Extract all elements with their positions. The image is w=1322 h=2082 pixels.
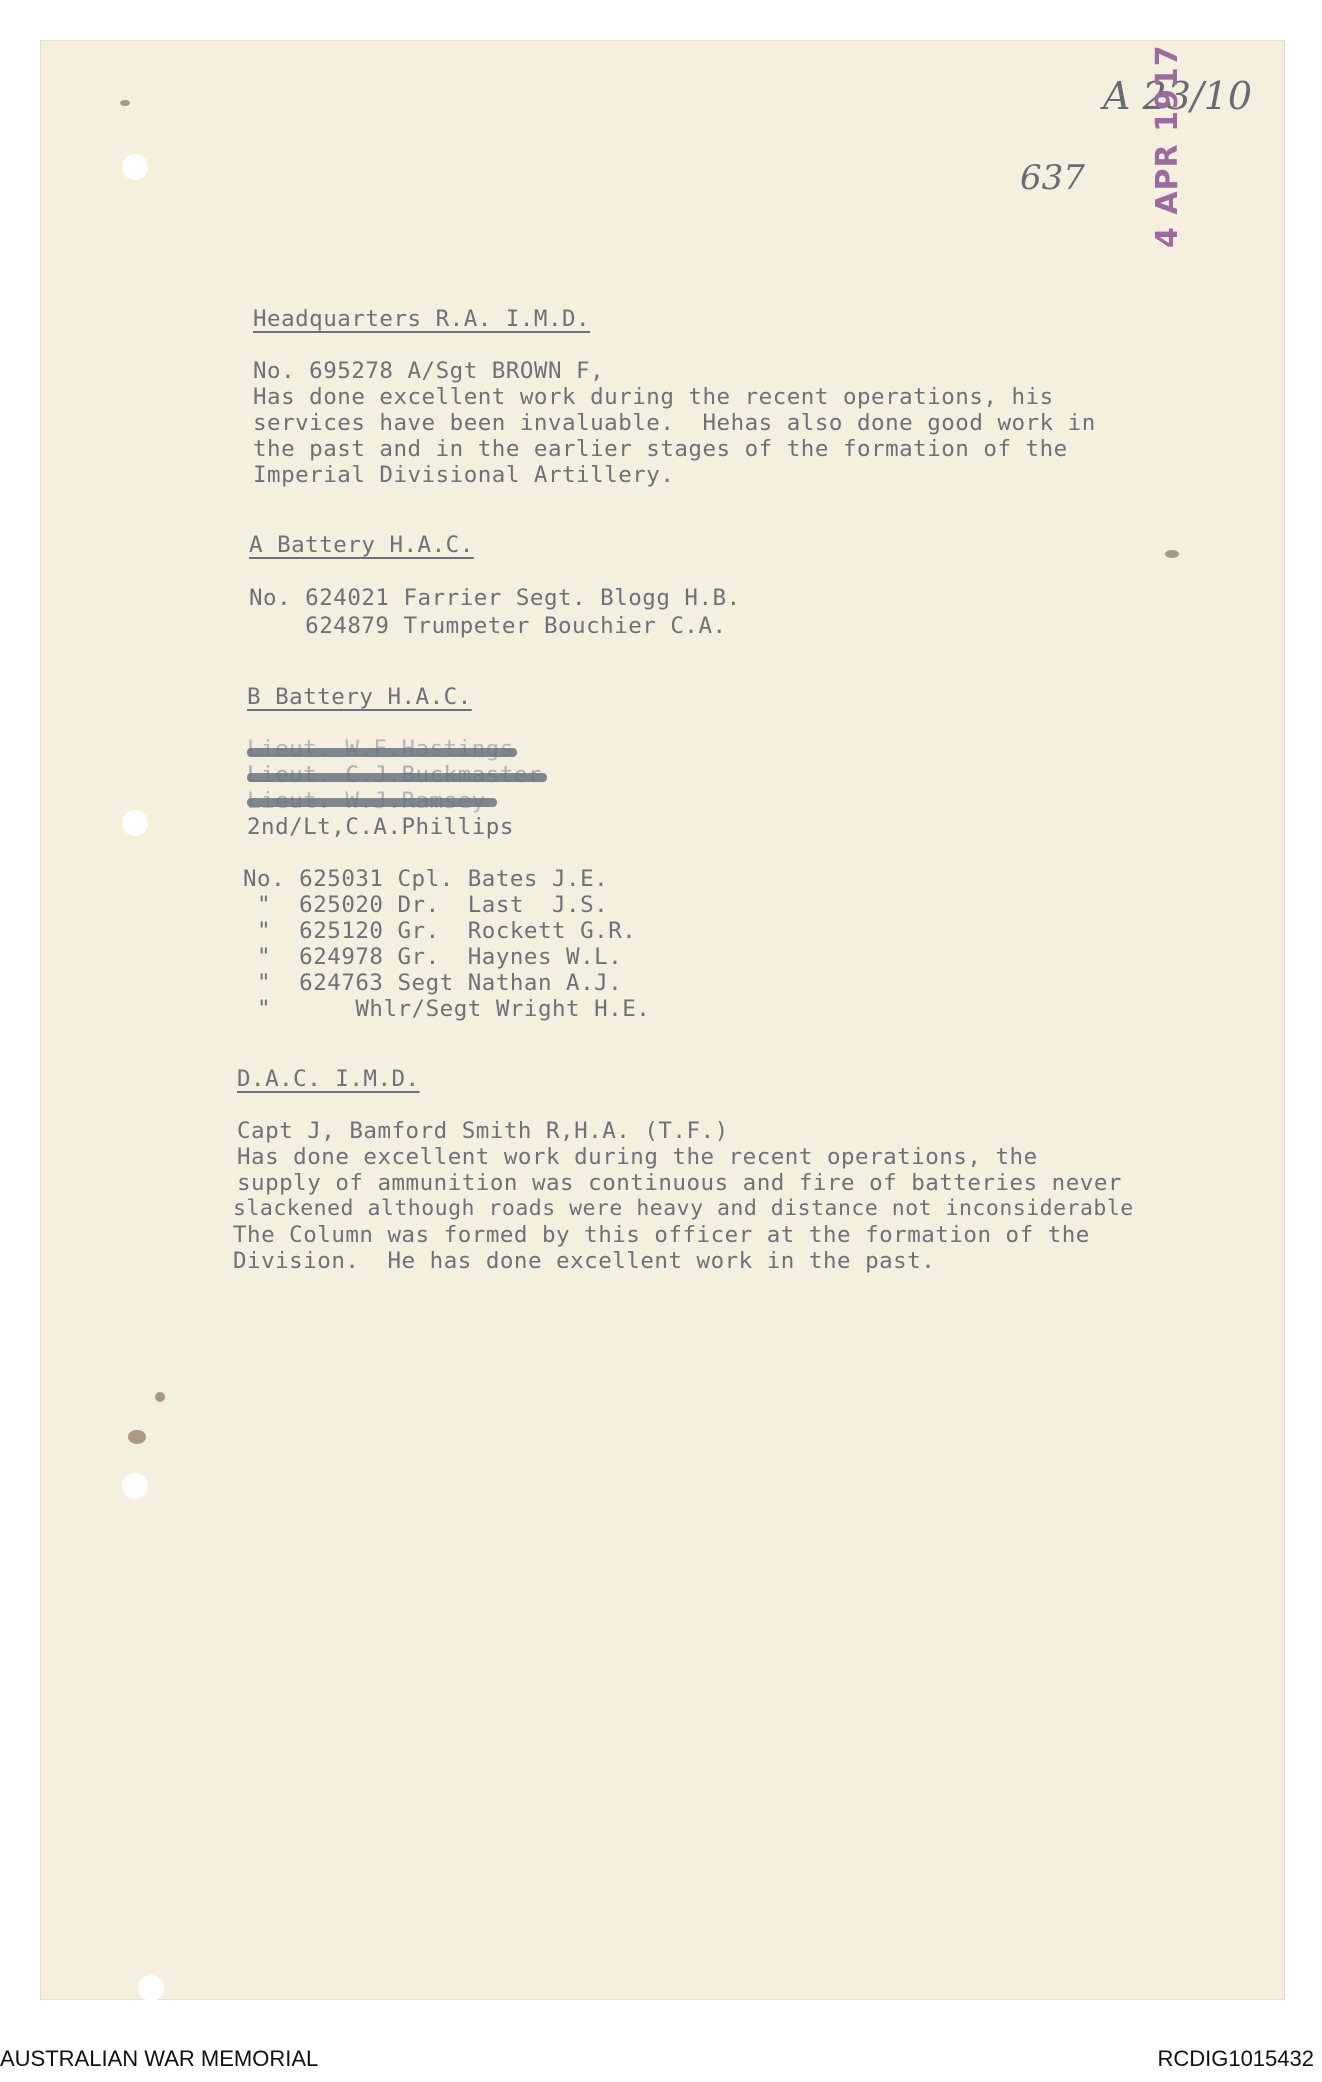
a-battery-heading: A Battery H.A.C.: [249, 532, 474, 558]
a-battery-line: 624879 Trumpeter Bouchier C.A.: [249, 613, 727, 639]
dac-line: Division. He has done excellent work in the past.: [233, 1248, 936, 1274]
stain: [128, 1430, 146, 1444]
footer-institution: AUSTRALIAN WAR MEMORIAL: [0, 2046, 319, 2071]
strike-through: [247, 773, 547, 782]
hq-line: Has done excellent work during the recent operations, his: [253, 384, 1054, 410]
document-page: [40, 40, 1285, 2000]
a-battery-line: No. 624021 Farrier Segt. Blogg H.B.: [249, 585, 741, 611]
b-battery-officer: 2nd/Lt,C.A.Phillips: [247, 814, 514, 840]
reference-annotation: A 23/10: [1103, 74, 1253, 118]
b-battery-heading: B Battery H.A.C.: [247, 684, 472, 710]
b-battery-man: " 625120 Gr. Rockett G.R.: [243, 918, 637, 944]
hq-line: No. 695278 A/Sgt BROWN F,: [253, 358, 605, 384]
dac-line: Has done excellent work during the recent operations, the: [237, 1144, 1038, 1170]
punch-hole: [122, 810, 148, 836]
date-stamp: 4 APR 1917: [1150, 44, 1185, 248]
punch-hole: [122, 154, 148, 180]
stain: [155, 1392, 165, 1402]
dac-line: The Column was formed by this officer at the formation of the: [233, 1222, 1090, 1248]
b-battery-man: " 624978 Gr. Haynes W.L.: [243, 944, 623, 970]
folio-number: 637: [1020, 158, 1085, 198]
b-battery-man: " Whlr/Segt Wright H.E.: [243, 996, 651, 1022]
punch-hole: [122, 1473, 148, 1499]
b-battery-man: No. 625031 Cpl. Bates J.E.: [243, 866, 609, 892]
stain: [1165, 550, 1179, 558]
dac-line: supply of ammunition was continuous and fire of batteries never: [237, 1170, 1122, 1196]
strike-through: [247, 798, 497, 807]
footer-record-id: RCDIG1015432: [1157, 2046, 1314, 2071]
strike-through: [247, 748, 517, 757]
hq-line: Imperial Divisional Artillery.: [253, 462, 675, 488]
b-battery-man: " 625020 Dr. Last J.S.: [243, 892, 609, 918]
hq-line: services have been invaluable. Hehas also done good work in: [253, 410, 1096, 436]
dac-line: slackened although roads were heavy and distance not inconsiderable: [233, 1196, 1134, 1221]
hq-line: the past and in the earlier stages of the formation of the: [253, 436, 1068, 462]
dac-line: Capt J, Bamford Smith R,H.A. (T.F.): [237, 1118, 729, 1144]
stain: [120, 100, 130, 106]
dac-heading: D.A.C. I.M.D.: [237, 1066, 420, 1092]
punch-hole: [138, 1975, 164, 2001]
b-battery-man: " 624763 Segt Nathan A.J.: [243, 970, 623, 996]
hq-heading: Headquarters R.A. I.M.D.: [253, 306, 591, 332]
